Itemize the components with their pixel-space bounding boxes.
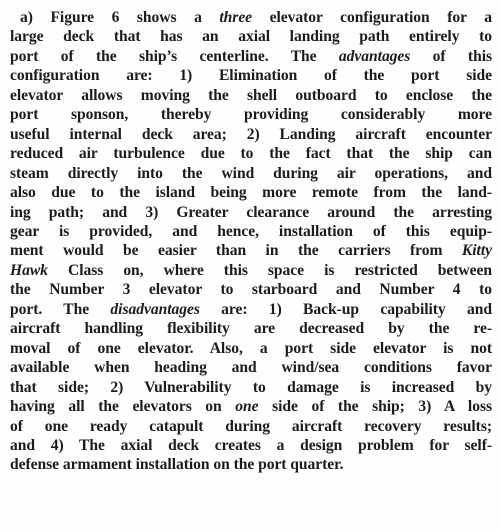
text-segment: that side; 2) Vulnerability to damage is increased by — [10, 378, 492, 396]
text-line — [10, 261, 492, 280]
text-segment: port of the ship’s centerline. The — [10, 47, 339, 65]
text-line — [10, 27, 492, 46]
body-paragraph — [10, 8, 492, 475]
text-line — [10, 300, 492, 319]
emphasized-text: disadvantages — [110, 300, 200, 318]
text-line — [10, 183, 492, 202]
text-line — [10, 397, 492, 416]
text-line — [10, 164, 492, 183]
text-segment: large deck that has an axial landing path entirely to — [10, 28, 492, 46]
text-segment: useful internal deck area; 2) Landing aircraft encounter — [10, 125, 492, 143]
text-segment: gear is provided, and hence, installation of this equip- — [10, 222, 492, 240]
text-segment: reduced air turbulence due to the fact that the ship can — [10, 145, 492, 163]
text-line — [10, 378, 492, 397]
text-line — [10, 417, 492, 436]
text-segment: and 4) The axial deck creates a design problem for self- — [10, 436, 492, 454]
text-line — [10, 203, 492, 222]
text-segment: aircraft handling flexibility are decreased by the re- — [10, 320, 492, 338]
emphasized-text: one — [235, 398, 259, 416]
text-segment: defense armament installation on the port quarter. — [10, 456, 344, 474]
text-segment: side of the ship; 3) A loss — [258, 398, 492, 416]
text-segment: Class on, where this space is restricted between — [47, 261, 492, 279]
text-line — [10, 144, 492, 163]
text-line — [10, 280, 492, 299]
text-line — [10, 8, 492, 27]
text-segment: port. The — [10, 300, 111, 318]
text-segment: steam directly into the wind during air operations, and — [10, 164, 492, 182]
text-line — [10, 319, 492, 338]
emphasized-text: Hawk — [10, 261, 48, 279]
text-segment: moval of one elevator. Also, a port side elevator is not — [10, 339, 492, 357]
text-segment: having all the elevators on — [10, 398, 236, 416]
text-line — [10, 436, 492, 455]
emphasized-text: advantages — [338, 47, 411, 65]
emphasized-text: Kitty — [461, 242, 492, 260]
text-segment: of one ready catapult during aircraft recovery results; — [10, 417, 492, 435]
text-segment: are: 1) Back-up capability and — [199, 300, 492, 318]
text-segment: of this — [410, 47, 493, 65]
emphasized-text: three — [219, 9, 253, 26]
text-line — [10, 47, 492, 66]
text-line — [10, 339, 492, 358]
text-segment: also due to the island being more remote from the land- — [10, 184, 492, 202]
text-segment: elevator allows moving the shell outboard to enclose the — [10, 86, 492, 104]
text-line — [10, 455, 492, 474]
text-segment: a) Figure 6 shows a — [20, 9, 220, 26]
text-segment: elevator configuration for a — [252, 9, 492, 26]
text-line — [10, 105, 492, 124]
text-segment: ment would be easier than in the carriers from — [10, 242, 462, 260]
text-line — [10, 358, 492, 377]
text-line — [10, 86, 492, 105]
text-line — [10, 125, 492, 144]
text-line — [10, 222, 492, 241]
text-segment: port sponson, thereby providing considerably more — [10, 106, 492, 124]
text-segment: the Number 3 elevator to starboard and Number 4 to — [10, 281, 492, 299]
text-line — [10, 241, 492, 260]
text-segment: available when heading and wind/sea conditions favor — [10, 359, 492, 377]
text-segment: ing path; and 3) Greater clearance around the arresting — [10, 203, 492, 221]
text-line — [10, 66, 492, 85]
text-segment: configuration are: 1) Elimination of the port side — [10, 67, 492, 85]
